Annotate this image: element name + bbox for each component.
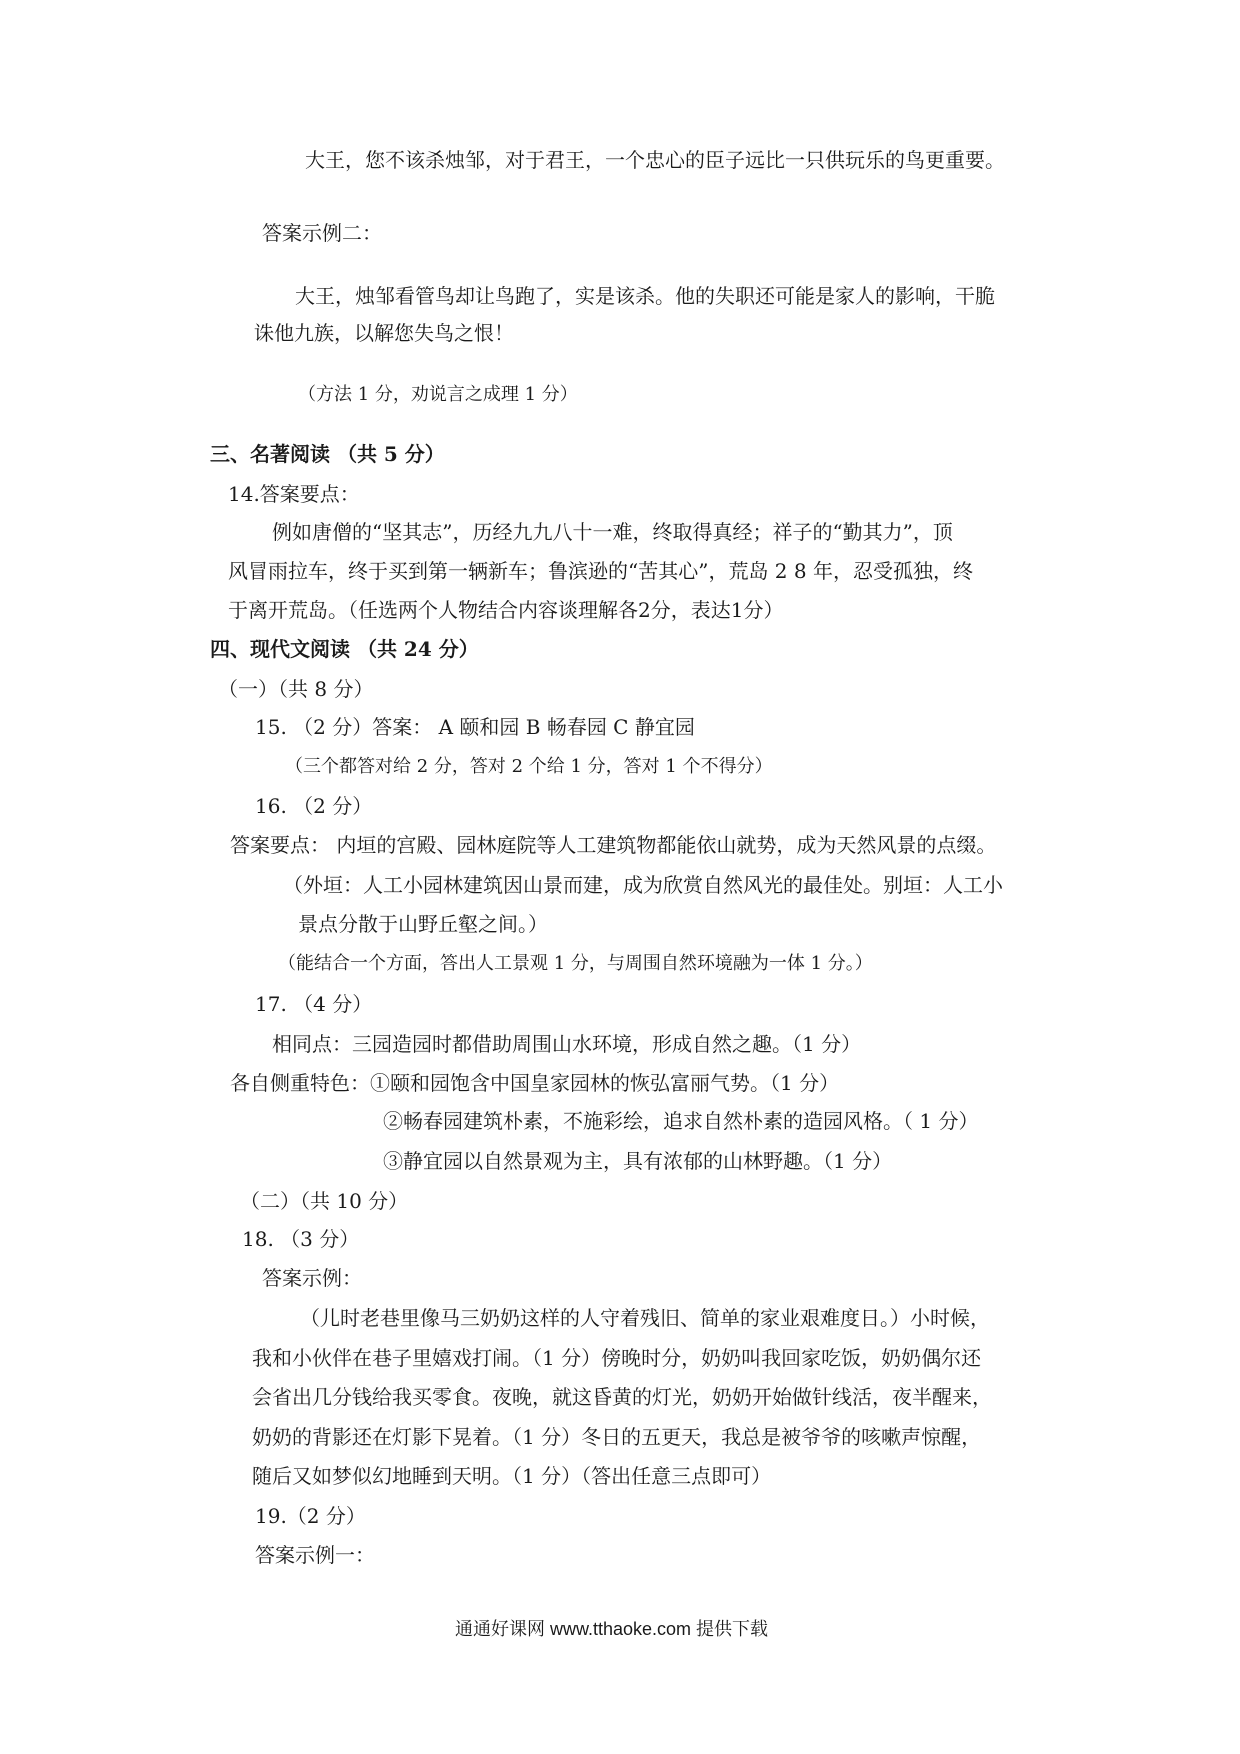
question-number: 18. （3 分） [242,1227,360,1251]
section-heading: 四、现代文阅读 （共 24 分） [210,637,479,661]
answer-line: （外垣：人工小园林建筑因山景而建，成为欣赏自然风光的最佳处。别垣：人工小 [283,873,1003,897]
section-heading: 三、名著阅读 （共 5 分） [210,442,445,466]
answer-line: 会省出几分钱给我买零食。夜晚，就这昏黄的灯光，奶奶开始做针线活，夜半醒来， [252,1385,992,1409]
answer-line: 奶奶的背影还在灯影下晃着。（1 分）冬日的五更天，我总是被爷爷的咳嗽声惊醒， [252,1425,982,1449]
subsection-heading: （二）（共 10 分） [240,1189,409,1213]
subsection-heading: （一）（共 8 分） [218,677,374,701]
answer-line: 风冒雨拉车，终于买到第一辆新车；鲁滨逊的“苦其心”，荒岛 2 8 年，忍受孤独，终 [228,559,973,583]
question-number: 15. （2 分）答案： A 颐和园 B 畅春园 C 静宜园 [255,715,695,739]
answer-line: 例如唐僧的“坚其志”，历经九九八十一难，终取得真经；祥子的“勤其力”，顶 [272,520,953,544]
answer-line: 答案要点： 内垣的宫殿、园林庭院等人工建筑物都能依山就势，成为天然风景的点缀。 [230,833,997,857]
question-number: 16. （2 分） [255,794,373,818]
question-number: 17. （4 分） [255,992,373,1016]
question-number: 19.（2 分） [255,1504,366,1528]
answer-line: 大王，您不该杀烛邹，对于君王，一个忠心的臣子远比一只供玩乐的鸟更重要。 [305,148,1005,172]
answer-heading: 答案示例一： [255,1543,375,1567]
answer-line: 我和小伙伴在巷子里嬉戏打闹。（1 分）傍晚时分，奶奶叫我回家吃饭，奶奶偶尔还 [252,1346,982,1370]
scoring-note: （三个都答对给 2 分，答对 2 个给 1 分，答对 1 个不得分） [285,756,773,777]
scoring-note: （能结合一个方面，答出人工景观 1 分，与周围自然环境融为一体 1 分。） [278,953,873,974]
answer-heading: 答案示例二： [262,221,382,245]
answer-line: （儿时老巷里像马三奶奶这样的人守着残旧、简单的家业艰难度日。）小时候， [300,1306,990,1330]
answer-line: ②畅春园建筑朴素，不施彩绘，追求自然朴素的造园风格。（ 1 分） [383,1109,979,1133]
answer-line: 各自侧重特色：①颐和园饱含中国皇家园林的恢弘富丽气势。（1 分） [230,1071,840,1095]
answer-heading: 答案示例： [262,1266,362,1290]
answer-line: ③静宜园以自然景观为主，具有浓郁的山林野趣。（1 分） [383,1149,893,1173]
footer-download-credit: 通通好课网 www.tthaoke.com 提供下载 [455,1619,769,1639]
answer-line: 随后又如梦似幻地睡到天明。（1 分）（答出任意三点即可） [252,1464,772,1488]
answer-line: 大王，烛邹看管鸟却让鸟跑了，实是该杀。他的失职还可能是家人的影响，干脆 [295,284,995,308]
answer-line: 于离开荒岛。（任选两个人物结合内容谈理解各2分，表达1分） [228,598,784,622]
answer-line: 景点分散于山野丘壑之间。） [298,912,548,936]
scoring-note: （方法 1 分，劝说言之成理 1 分） [298,384,578,405]
question-number: 14.答案要点： [228,482,360,506]
answer-line: 诛他九族，以解您失鸟之恨！ [254,321,514,345]
answer-line: 相同点：三园造园时都借助周围山水环境，形成自然之趣。（1 分） [272,1032,862,1056]
